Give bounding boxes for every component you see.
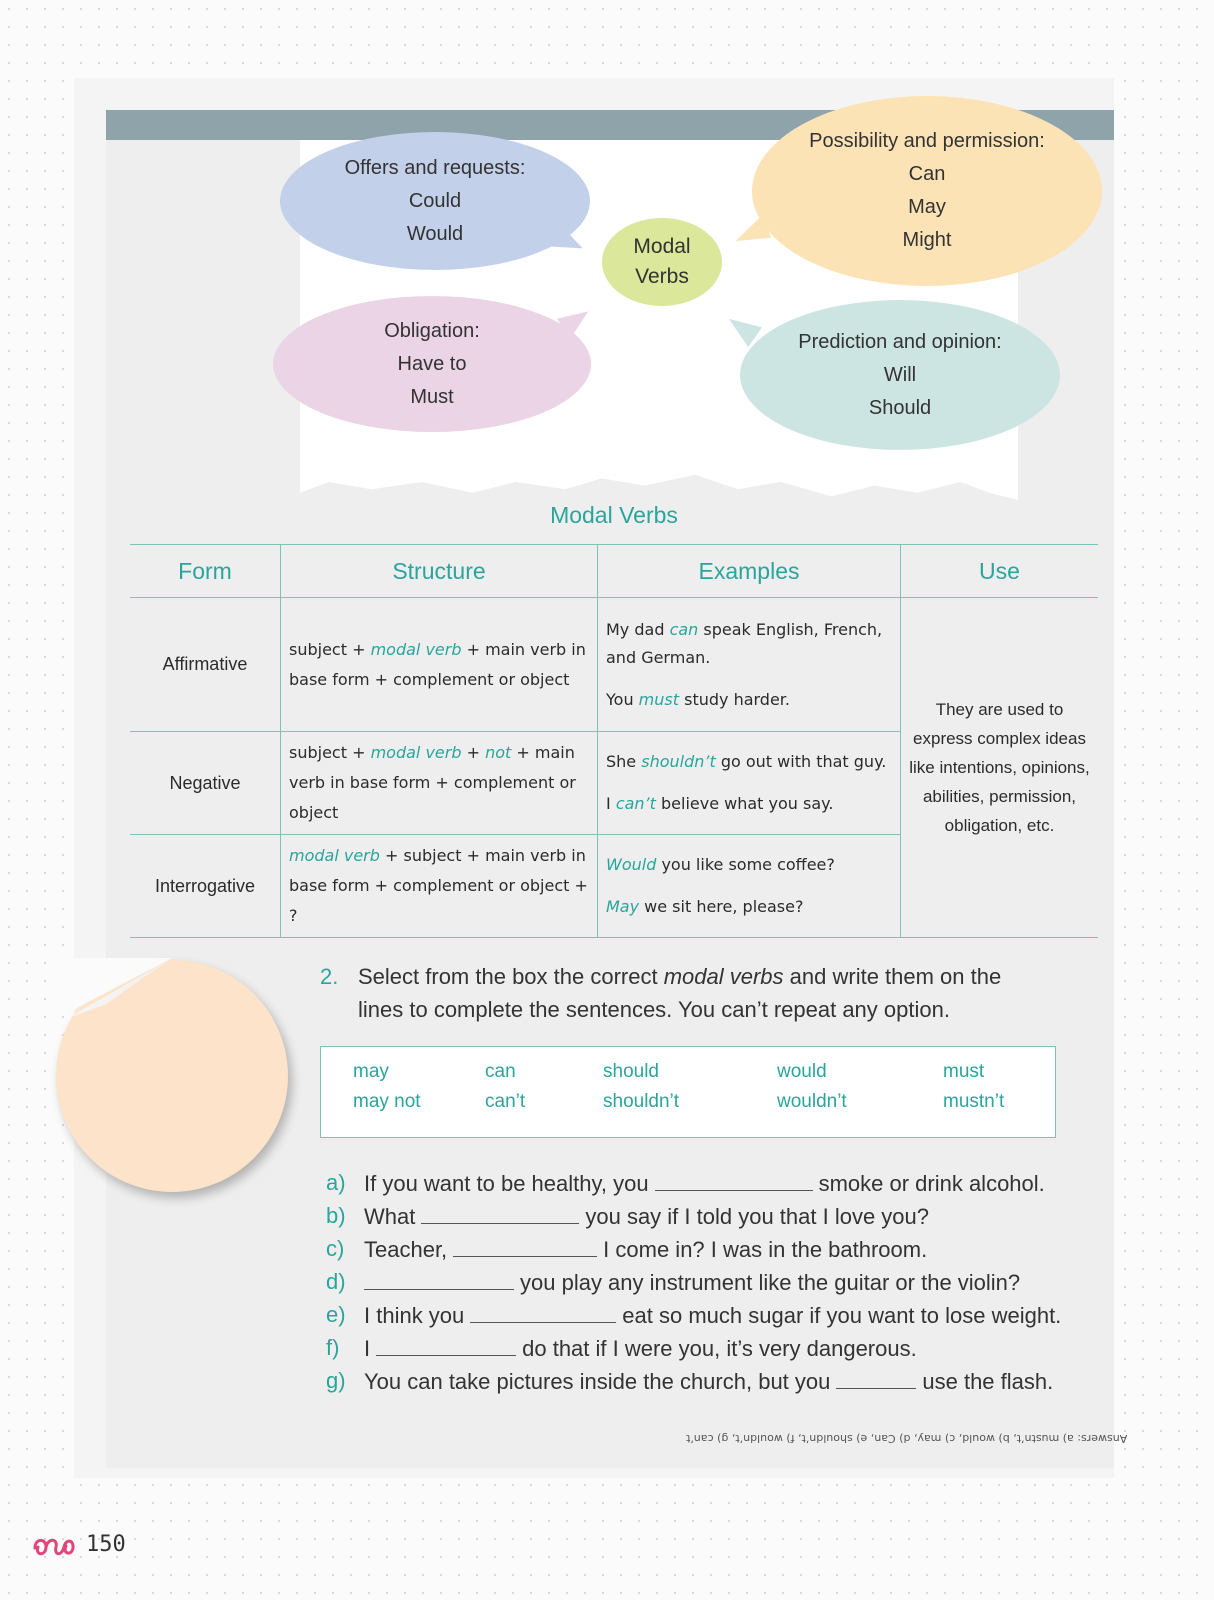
sentence-body — [364, 1232, 927, 1266]
structure-cell — [281, 835, 598, 938]
table-row — [130, 598, 1098, 732]
highlighted-term: modal verb — [289, 846, 380, 865]
text-segment: My dad — [606, 619, 670, 639]
header-examples: Examples — [598, 545, 901, 598]
obligation-bubble — [273, 296, 591, 432]
sentence-a — [326, 1166, 1086, 1199]
sentence-after: smoke or drink alcohol. — [818, 1171, 1045, 1196]
modal-verbs-center — [602, 218, 722, 306]
bubble-item: Will — [883, 363, 917, 386]
sentence-body — [364, 1199, 929, 1233]
header-form: Form — [130, 545, 281, 598]
sentence-before: I think you — [364, 1303, 465, 1328]
use-cell: They are used to express complex ideas like intentions, opinions, abilities, permission, obligation, etc. — [901, 598, 1099, 938]
answer-blank[interactable] — [453, 1232, 597, 1257]
header-structure: Structure — [281, 545, 598, 598]
text-segment: subject + — [289, 639, 371, 659]
text-segment: + main verb in base form + complement or object — [289, 743, 576, 822]
text-segment: believe what you say. — [655, 794, 834, 813]
sentence-before: If you want to be healthy, you — [364, 1171, 649, 1196]
bubble-title: Obligation: — [384, 319, 480, 342]
sentence-body — [364, 1364, 1053, 1398]
possibility-bubble — [752, 96, 1102, 286]
sentence-letter: c) — [326, 1236, 345, 1261]
instruction-part: Select from the box the correct — [358, 964, 664, 989]
highlighted-term: Would — [606, 855, 657, 874]
sentence-before: You can take pictures inside the church, but you — [364, 1369, 831, 1394]
bubble-item: Would — [406, 222, 464, 245]
sentence-e — [326, 1298, 1086, 1331]
sentence-body — [364, 1166, 1045, 1200]
sentence-after: you say if I told you that I love you? — [585, 1204, 930, 1229]
highlighted-term: modal verb — [370, 639, 462, 659]
sentence-body — [364, 1265, 1020, 1299]
exercise-number: 2. — [320, 964, 339, 989]
word-option: shouldn’t — [603, 1091, 680, 1112]
form-cell: Interrogative — [130, 835, 281, 938]
highlighted-term: can’t — [615, 794, 656, 813]
sentence-letter: a) — [326, 1170, 346, 1195]
sentence-letter: f) — [326, 1335, 340, 1360]
examples-cell — [598, 835, 901, 938]
sentence-d — [326, 1265, 1086, 1298]
bubble-item: Should — [868, 396, 932, 419]
bubble-item: Might — [902, 229, 952, 251]
bubble-title: Offers and requests: — [344, 156, 526, 179]
sentence-letter: b) — [326, 1203, 346, 1228]
center-line: Modal — [633, 235, 691, 258]
sentence-before: What — [364, 1204, 416, 1229]
answer-blank[interactable] — [655, 1166, 813, 1191]
word-option: mustn’t — [943, 1091, 1005, 1112]
sentence-body — [364, 1331, 917, 1365]
word-option: must — [943, 1061, 985, 1082]
structure-cell — [281, 732, 598, 835]
bubble-item: Have to — [397, 352, 467, 375]
text-segment: + subject + main verb in base form + complement or object + ? — [289, 846, 588, 925]
text-segment: we sit here, please? — [639, 897, 804, 916]
bubble-item: Could — [408, 189, 462, 212]
bubble-title: Prediction and opinion: — [798, 330, 1002, 353]
modal-verbs-table — [130, 544, 1098, 938]
bubble-item: Must — [410, 385, 454, 408]
sentence-letter: d) — [326, 1269, 346, 1294]
sentence-after: eat so much sugar if you want to lose weight. — [622, 1303, 1062, 1328]
word-option: may not — [353, 1091, 421, 1112]
prediction-bubble — [740, 300, 1060, 450]
sentence-letter: g) — [326, 1368, 346, 1393]
sentence-after: I come in? I was in the bathroom. — [603, 1237, 928, 1262]
highlighted-term: shouldn’t — [641, 752, 716, 771]
answer-blank[interactable] — [836, 1364, 916, 1389]
sentence-c — [326, 1232, 1086, 1265]
text-segment: study harder. — [679, 689, 790, 709]
example-sentence — [606, 748, 892, 776]
examples-cell — [598, 732, 901, 835]
example-sentence — [606, 851, 892, 879]
bubble-item: May — [908, 196, 946, 218]
highlighted-term: can — [669, 619, 699, 639]
example-sentence — [606, 790, 892, 818]
sentence-f — [326, 1331, 1086, 1364]
word-option: would — [777, 1061, 827, 1082]
answer-blank[interactable] — [376, 1331, 516, 1356]
highlighted-term: not — [485, 743, 512, 762]
word-option: may — [353, 1061, 389, 1082]
instruction-italic: modal verbs — [663, 964, 784, 989]
sentence-before: Teacher, — [364, 1237, 448, 1262]
highlighted-term: May — [606, 897, 640, 916]
word-option: can — [485, 1061, 516, 1082]
examples-cell — [598, 598, 901, 732]
example-sentence — [606, 686, 892, 714]
form-cell: Negative — [130, 732, 281, 835]
table-title: Modal Verbs — [550, 502, 678, 528]
text-segment: You — [606, 689, 639, 709]
sentence-after: do that if I were you, it’s very dangerous. — [522, 1336, 917, 1361]
sentence-after: use the flash. — [922, 1369, 1054, 1394]
text-segment: go out with that guy. — [715, 752, 887, 771]
structure-cell — [281, 598, 598, 732]
bubble-title: Possibility and permission: — [809, 130, 1045, 152]
page-number: 150 — [86, 1532, 126, 1557]
exercise-instruction — [320, 960, 1040, 1026]
word-option: should — [603, 1061, 659, 1082]
sentence-after: you play any instrument like the guitar or the violin? — [520, 1270, 1021, 1295]
text-segment: + — [461, 743, 486, 762]
sentence-body — [364, 1298, 1061, 1332]
answer-blank[interactable] — [364, 1265, 514, 1290]
instruction-text — [358, 960, 1040, 1026]
example-sentence — [606, 893, 892, 921]
word-option: wouldn’t — [777, 1091, 847, 1112]
answer-blank[interactable] — [470, 1298, 616, 1323]
bubble-item: Can — [908, 163, 946, 185]
header-use: Use — [901, 545, 1099, 598]
highlighted-term: must — [638, 689, 680, 709]
example-sentence — [606, 616, 892, 672]
sentence-letter: e) — [326, 1302, 346, 1327]
highlighted-term: modal verb — [370, 743, 462, 762]
sentence-list — [326, 1166, 1086, 1397]
word-box — [320, 1046, 1056, 1138]
publisher-logo-icon — [32, 1534, 76, 1565]
table-header-row — [130, 545, 1098, 598]
text-segment: subject + — [289, 743, 371, 762]
word-option: can’t — [485, 1091, 526, 1112]
form-cell: Affirmative — [130, 598, 281, 732]
text-segment: you like some coffee? — [656, 855, 835, 874]
sentence-b — [326, 1199, 1086, 1232]
text-segment: + main verb in base form + complement or object — [289, 639, 586, 689]
text-segment: I — [606, 794, 616, 813]
sentence-g — [326, 1364, 1086, 1397]
sentence-before: I — [364, 1336, 371, 1361]
offers-bubble — [280, 132, 590, 270]
instruction-part: and write them on the lines to complete the sentences. You can’t repeat any option. — [358, 964, 1002, 1022]
text-segment: speak English, French, and German. — [606, 619, 883, 667]
text-segment: She — [606, 752, 642, 771]
answer-blank[interactable] — [421, 1199, 579, 1224]
center-line: Verbs — [635, 265, 689, 288]
answer-key: Answers: a) mustn’t, b) would, c) may, d) Can, e) shouldn’t, f) wouldn’t, g) can’t — [686, 1432, 1128, 1445]
